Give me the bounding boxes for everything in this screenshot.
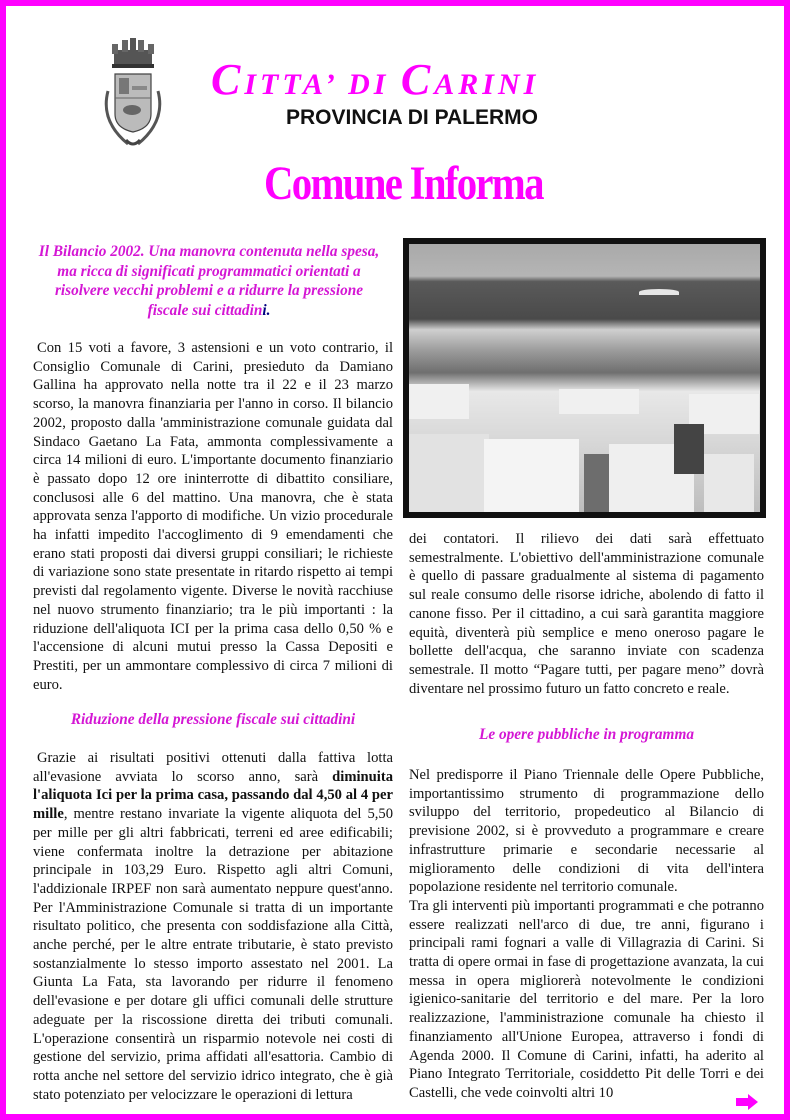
building-shadow <box>584 454 609 512</box>
lead-headline-text: Il Bilancio 2002. Una manovra contenuta nella spesa, ma ricca di significati programmatici orientati a risolvere vecchi problemi e a ridurre la pressione fiscale sui cittadin <box>38 243 380 319</box>
province-subtitle: PROVINCIA DI PALERMO <box>286 106 539 129</box>
arrow-right-icon[interactable] <box>736 1094 758 1110</box>
city-title-text: ITTA’ DI <box>244 68 401 101</box>
article-paragraph <box>33 749 393 1104</box>
city-title-initial: C <box>400 55 435 104</box>
coat-of-arms-icon <box>98 36 168 151</box>
article-paragraph: Nel predisporre il Piano Triennale delle Opere Pubbliche, importantissimo strumento di programmazione dello sviluppo del territorio, propedeutico al Bilancio di previsione 2002, si è provveduto a programmare e creare infrastrutture primarie e secondarie necessarie al miglioramento delle condizioni di vita dell'intera popolazione residente nel territorio comunale. <box>409 767 764 896</box>
shield-icon <box>115 74 151 132</box>
photo-image <box>409 244 760 512</box>
building-shape <box>704 454 754 512</box>
city-title <box>211 54 631 105</box>
island-shape <box>639 289 679 295</box>
building-shape <box>484 439 579 512</box>
paragraph-text: , mentre restano invariate la vigente aliquota del 5,50 per mille per gli altri fabbricati, terreni ed aree edificabili; viene confermata inoltre la detrazione per abitazione principale in 103,29 Euro. Rispetto agli altri Comuni, l'addizionale IRPEF non sarà aumentato neppure quest'anno. Per l'Amministrazione Comunale si tratta di un importante risultato politico, che presenta con soddisfazione alla Città, anche perché, per le altre entrate tributarie, è stato previsto sostanzialmente lo stesso importo assestato nel 2001. La Giunta La Fata, sta lavorando per ridurre il fenomeno dell'evasione e per dotare gli uffici comunali delle strutture adeguate per la riscossione diretta dei tributi comunali. L'operazione consentirà un risparmio notevole nei costi di gestione del servizio, prima affidati all'esattoria. Cambio di rotta anche nel settore del servizio idrico integrato, che è già stato potenziato per velocizzare le operazioni di lettura <box>33 806 393 1103</box>
paragraph-text: Grazie ai risultati positivi ottenuti dalla fattiva lotta all'evasione avviata lo scorso anno, sarà <box>33 750 393 785</box>
article-paragraph: Con 15 voti a favore, 3 astensioni e un voto contrario, il Consiglio Comunale di Carini, presieduto da Damiano Gallina ha approvato nella notte tra il 22 e il 23 marzo scorso, la manovra finanziaria per l'anno in corso. Il bilancio 2002, proposto dalla 'amministrazione comunale guidata dal Sindaco Gaetano La Fata, ammonta complessivamente a circa 14 milioni di euro. L'importante documento finanziario è passato dopo 12 ore ininterrotte di dibattito consiliare, conclusosi alle 6 del mattino. Una manovra, che è stata approvata senza l'apporto di modifiche. Un vizio procedurale ha infatti impedito l'accoglimento di 9 emendamenti che erano stati proposti dai diversi gruppi consiliari; le richieste di variazione sono state presentate in ritardo rispetto ai tempi previsti dal regolamento vigente. Diverse le novità racchiuse nel nuovo strumento finanziario; tra le più importanti : la riduzione dell'aliquota ICI per la prima casa dello 0,50 % e l'accensione di alcuni mutui presso la Cassa Depositi e Prestiti, per un ammontare complessivo di circa 7 milioni di euro. <box>33 340 393 693</box>
article-paragraph: dei contatori. Il rilievo dei dati sarà effettuato semestralmente. L'obiettivo dell'amministrazione comunale è quello di passare gradualmente al sistema di pagamento sul reale consumo delle risorse idriche, abolendo di fatto il canone fisso. Per il cittadino, a cui sarà garantita maggiore equità, diventerà più semplice e meno oneroso pagare le bollette dell'acqua, che saranno inviate con scadenza semestrale. Il motto “Pagare tutti, per pagare meno” dovrà diventare nel prossimo futuro un fatto concreto e reale. <box>409 531 764 697</box>
city-panorama-photo <box>403 238 766 518</box>
section-tax-reduction-body <box>33 749 393 1104</box>
lead-headline <box>34 242 384 320</box>
lead-headline-end: i. <box>262 301 271 319</box>
tree-shape <box>674 424 704 474</box>
section-heading-public-works: Le opere pubbliche in programma <box>478 726 694 743</box>
article-paragraph: Tra gli interventi più importanti programmati e che potranno essere realizzati nell'arco di due, tre anni, figurano i principali rami fognari a valle di Villagrazia di Carini. Si tratta di opere ormai in fase di progettazione avanzata, la cui messa in opera migliorerà notevolmente le condizioni igienico-sanitarie del territorio e del mare. Per la loro realizzazione, l'amministrazione comunale ha chiesto il finanziamento all'Unione Europea, attraverso i fondi di Agenda 2000. Il Comune di Carini, infatti, ha aderito al Piano Integrato Territoriale, cosiddetto Pit delle Torri e dei Castelli, che vede coinvolti altri 10 <box>409 897 764 1101</box>
highlighted-text: diminuita l'aliquota Ici per la prima casa, passando dal 4,50 al 4 per mille <box>33 768 393 823</box>
city-title-initial: C <box>211 55 245 104</box>
article-budget-body <box>33 339 393 694</box>
building-shape <box>559 389 639 414</box>
building-shape <box>409 434 489 512</box>
section-public-works-body <box>409 766 764 1103</box>
section-tax-reduction-continuation <box>409 530 764 698</box>
section-heading-tax-reduction: Riduzione della pressione fiscale sui cittadini <box>70 711 356 728</box>
crown-icon <box>112 38 154 68</box>
city-title-text: ARINI <box>434 68 540 101</box>
building-shape <box>409 384 469 419</box>
masthead-title: Comune Informa <box>264 157 543 210</box>
